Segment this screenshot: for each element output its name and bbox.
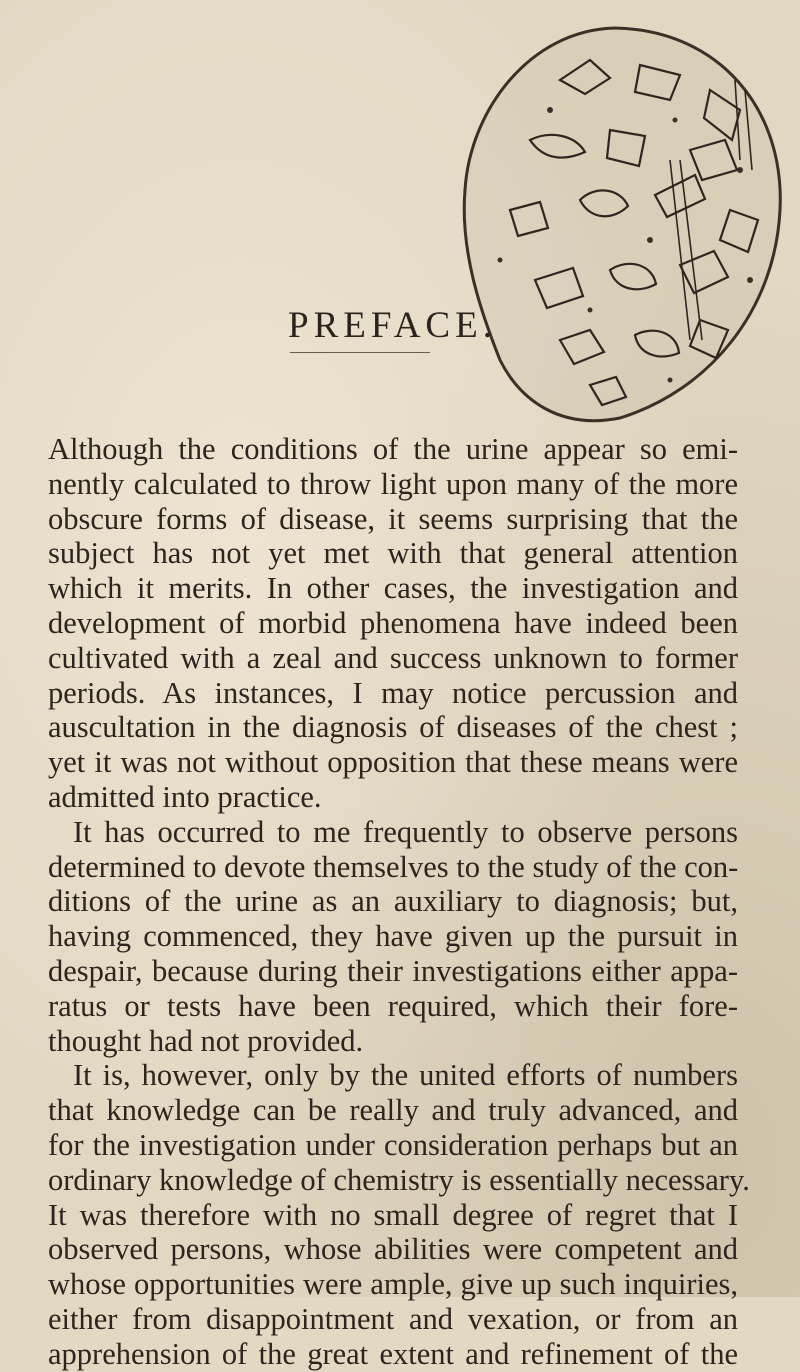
text-line: which it merits. In other cases, the investigation and <box>48 571 738 606</box>
text-line: ditions of the urine as an auxiliary to diagnosis; but, <box>48 884 738 919</box>
text-line: It has occurred to me frequently to observe persons <box>73 814 738 849</box>
text-line: despair, because during their investigations either appa- <box>48 953 738 988</box>
text-line: determined to devote themselves to the study of the con- <box>48 849 739 884</box>
text-line: cultivated with a zeal and success unknown to former <box>48 640 738 675</box>
text-line: nently calculated to throw light upon many of the more <box>48 466 738 501</box>
text-line: that knowledge can be really and truly advanced, and <box>48 1093 738 1128</box>
text-line: Although the conditions of the urine appear so emi- <box>48 432 738 466</box>
text-line: auscultation in the diagnosis of diseases of the chest ; <box>48 710 738 745</box>
text-line: having commenced, they have given up the pursuit in <box>48 919 738 954</box>
text-line: admitted into practice. <box>48 779 322 814</box>
heading-rule <box>290 352 430 353</box>
text-line: whose opportunities were ample, give up such inquiries, <box>48 1267 738 1302</box>
text-line: thought had not provided. <box>48 1023 364 1058</box>
text-line: for the investigation under consideration perhaps but an <box>48 1127 738 1162</box>
text-line: development of morbid phenomena have indeed been <box>48 605 738 640</box>
text-line: yet it was not without opposition that these means were <box>48 745 738 780</box>
text-line: apprehension of the great extent and refinement of the <box>48 1336 738 1371</box>
preface-body <box>48 432 750 1372</box>
text-line: It was therefore with no small degree of regret that I <box>48 1197 738 1232</box>
crystal-ornament-illustration <box>440 20 790 430</box>
ornament-outline <box>464 28 780 421</box>
text-line: ordinary knowledge of chemistry is essentially necessary. <box>48 1162 750 1197</box>
text-line: obscure forms of disease, it seems surprising that the <box>48 501 738 536</box>
text-line: observed persons, whose abilities were competent and <box>48 1232 738 1267</box>
text-line: either from disappointment and vexation, or from an <box>48 1301 738 1336</box>
page-heading: PREFACE. <box>288 305 497 346</box>
text-line: It is, however, only by the united efforts of numbers <box>73 1058 738 1093</box>
text-line: subject has not yet met with that general attention <box>48 536 738 571</box>
text-line: periods. As instances, I may notice percussion and <box>48 675 738 710</box>
text-line: ratus or tests have been required, which their fore- <box>48 988 738 1023</box>
